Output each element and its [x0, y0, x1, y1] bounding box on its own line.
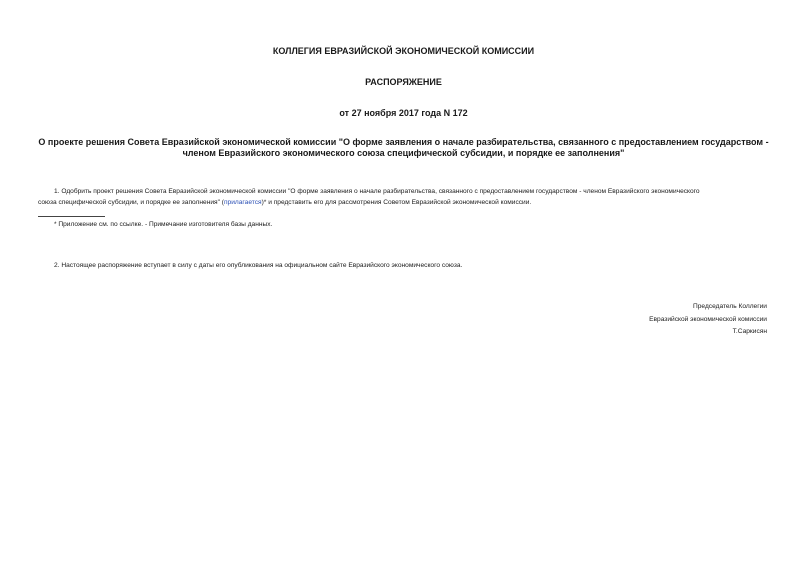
document-type-heading: РАСПОРЯЖЕНИЕ: [365, 77, 442, 87]
organization-heading: КОЛЛЕГИЯ ЕВРАЗИЙСКОЙ ЭКОНОМИЧЕСКОЙ КОМИССИИ: [272, 46, 535, 56]
signature-position-line-2: Евразийской экономической комиссии: [649, 315, 767, 323]
subject-line-2: членом Евразийского экономического союза специфической субсидии, и порядке ее заполнения": [182, 148, 625, 158]
signature-name: Т.Саркисян: [732, 328, 767, 335]
footnote-divider: [38, 216, 105, 217]
paragraph-1: [38, 186, 769, 208]
document-date-number: от 27 ноября 2017 года N 172: [339, 108, 468, 118]
document-subject: [38, 137, 769, 159]
paragraph-2: [54, 260, 754, 271]
paragraph-1-line-2: [38, 197, 769, 208]
subject-line-1: О проекте решения Совета Евразийской экономической комиссии "О форме заявления о начале разбирательства, связанного с предоставлением государством -: [38, 137, 769, 147]
paragraph-1-line-2-end: )* и представить его для рассмотрения Советом Евразийской экономической комиссии.: [261, 199, 532, 206]
paragraph-2-text: 2. Настоящее распоряжение вступает в силу с даты его опубликования на официальном сайте Евразийского экономического союза.: [54, 262, 463, 269]
footnote: * Приложение см. по ссылке. - Примечание изготовителя базы данных.: [54, 221, 273, 228]
paragraph-1-line-1: 1. Одобрить проект решения Совета Евразийской экономической комиссии "О форме заявления о начале разбирательства, связанного с предоставлением государством - членом Евразийского экономического: [54, 188, 700, 195]
paragraph-1-line-2-start: союза специфической субсидии, и порядке ее заполнения" (: [38, 199, 224, 206]
signature-block: [649, 301, 767, 339]
signature-position-line-1: Председатель Коллегии: [693, 303, 767, 310]
appendix-link[interactable]: прилагается: [223, 199, 262, 206]
